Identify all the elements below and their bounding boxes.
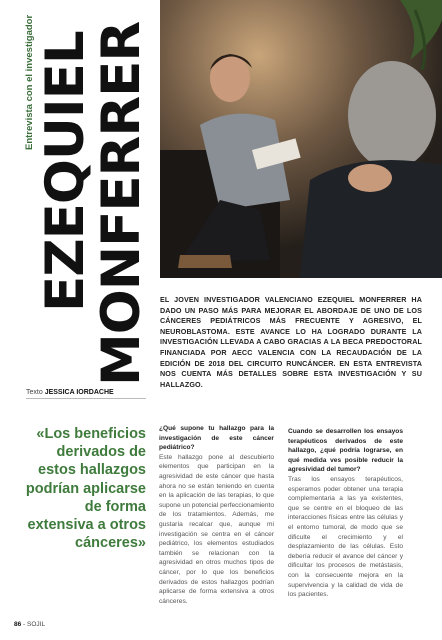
answer-2: Tras los ensayos terapéuticos, esperamos poder obtener una terapia complementaria a las ya existentes, que se centre en el bloqueo de las interacciones físicas entre las células y el entorno tumoral, de modo que se dificulte el crecimiento y el desplazamiento de las células. Esto debería reducir el avance del cáncer y dificultar los procesos de metástasis, con la consecuente mejora en la supervivencia y la calidad de vida de los pacientes. [288,475,403,599]
photo-illustration [160,0,442,278]
credit-author: JESSICA IORDACHE [44,389,114,396]
question-1: ¿Qué supone tu hallazgo para la investigación de este cáncer pediátrico? [159,425,274,452]
pull-quote: «Los beneficios derivados de estos hallazgos podrían aplicarse de forma extensiva a otros cánceres» [25,426,146,552]
interview-photo [160,0,442,278]
name-last: MONFERRER [91,21,152,386]
name-first: EZEQUIEL [35,31,96,312]
column-2 [288,427,403,600]
intro-paragraph: EL JOVEN INVESTIGADOR VALENCIANO EZEQUIEL MONFERRER HA DADO UN PASO MÁS PARA MEJORAR EL ABORDAJE DE UNO DE LOS CÁNCERES PEDIÁTRICOS MÁS FRECUENTE Y AGRESIVO, EL NEUROBLASTOMA. ESTE AVANCE LO HA LOGRADO DURANTE LA INVESTIGACIÓN LLEVADA A CABO GRACIAS A LA BECA PREDOCTORAL FINANCIADA POR AECC VALENCIA CON LA RECAUDACIÓN DE LA EDICIÓN DE 2018 DEL CIRCUITO RUNCÁNCER. EN ESTA ENTREVISTA NOS CUENTA MÁS DETALLES SOBRE ESTA INVESTIGACIÓN Y SU HALLAZGO. [160,295,422,389]
magazine-name: SOJIL [27,621,46,628]
vertical-title [18,8,158,386]
credit-label: Texto [26,389,43,396]
interview-kicker: Entrevista con el investigador [24,14,35,150]
footer-separator: - [21,621,28,628]
answer-1: Este hallazgo pone al descubierto elementos que participan en la agresividad de este cáncer que hasta ahora no se están teniendo en cuenta en la aplicación de las terapias, lo que supone un potencial perfeccionamiento de los tratamientos. Además, me gustaría recalcar que, aunque mi investigación se centra en el cáncer pediátrico, los elementos estudiados también se relacionan con la agresividad en otros muchos tipos de cáncer, por lo que los beneficios derivados de estos hallazgos podrían aplicarse de forma extensiva a otros cánceres. [159,453,274,605]
question-2: Cuando se desarrollen los ensayos terapéuticos derivados de este hallazgo, ¿qué podría lograrse, en qué medida ves posible reducir la agresividad del tumor? [288,428,403,474]
page-number: 86 [14,621,22,628]
page-footer [14,621,45,628]
column-1 [159,424,274,606]
author-credit [26,389,146,399]
